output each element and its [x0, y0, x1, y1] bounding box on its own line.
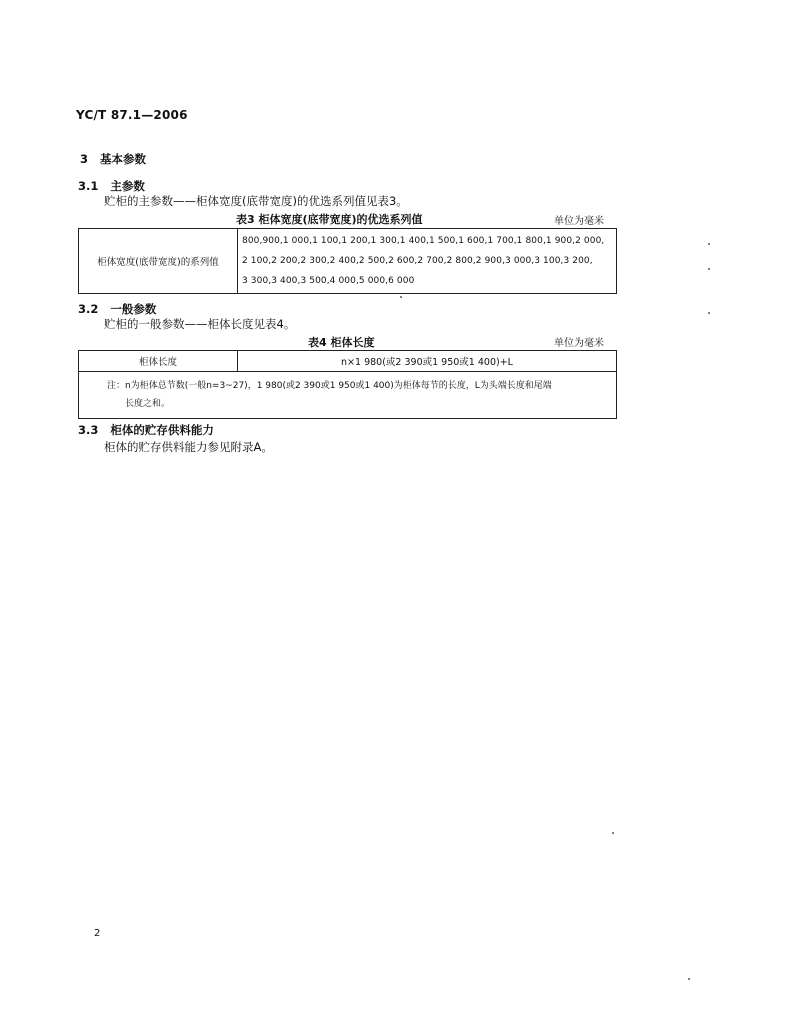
section-3-3-body: 柜体的贮存供料能力参见附录A。: [104, 440, 273, 454]
section-3-1-body: 贮柜的主参数——柜体宽度(底带宽度)的优选系列值见表3。: [104, 194, 408, 208]
table4-note-line: 注：n为柜体总节数(一般n=3~27)，1 980(或2 390或1 950或1 400)为柜体每节的长度，L为头端长度和尾端: [107, 381, 552, 391]
scan-speck: [400, 296, 402, 298]
scan-speck: [708, 312, 710, 314]
section-title: 基本参数: [100, 152, 147, 166]
table3-values-line: 3 300,3 400,3 500,4 000,5 000,6 000: [242, 276, 415, 286]
page-number: 2: [94, 928, 101, 939]
scan-speck: [688, 978, 690, 980]
section-3-2-body: 贮柜的一般参数——柜体长度见表4。: [104, 317, 296, 331]
standard-code: YC/T 87.1—2006: [76, 108, 188, 122]
section-number: 3.1: [78, 179, 99, 193]
scan-speck: [612, 832, 614, 834]
section-3-3-heading: [78, 422, 214, 438]
section-number: 3: [80, 152, 89, 166]
section-number: 3.2: [78, 302, 99, 316]
scan-speck: [708, 268, 710, 270]
section-title: 主参数: [110, 179, 145, 193]
section-3-heading: [80, 151, 146, 167]
table-row: [79, 229, 617, 294]
table4-label-cell: 柜体长度: [79, 351, 238, 372]
table3-values-cell: [238, 229, 617, 294]
section-number: 3.3: [78, 423, 99, 437]
table4-note-cell: [79, 372, 617, 419]
section-title: 柜体的贮存供料能力: [110, 423, 214, 437]
table3-caption: 表3 柜体宽度(底带宽度)的优选系列值: [236, 213, 423, 226]
section-3-1-heading: [78, 178, 145, 194]
section-title: 一般参数: [110, 302, 157, 316]
table4-note-line: 长度之和。: [125, 399, 171, 409]
table3: [78, 228, 617, 294]
table-row: [79, 351, 617, 372]
table-row: [79, 372, 617, 419]
table4: [78, 350, 617, 419]
table4-caption: 表4 柜体长度: [308, 336, 375, 349]
table3-label-cell: 柜体宽度(底带宽度)的系列值: [79, 229, 238, 294]
table3-values-line: 800,900,1 000,1 100,1 200,1 300,1 400,1 500,1 600,1 700,1 800,1 900,2 000,: [242, 236, 605, 246]
scan-speck: [708, 243, 710, 245]
table4-formula-cell: n×1 980(或2 390或1 950或1 400)+L: [238, 351, 617, 372]
table3-values-line: 2 100,2 200,2 300,2 400,2 500,2 600,2 700,2 800,2 900,3 000,3 100,3 200,: [242, 256, 593, 266]
table4-unit: 单位为毫米: [554, 338, 604, 349]
table3-unit: 单位为毫米: [554, 216, 604, 227]
section-3-2-heading: [78, 301, 156, 317]
